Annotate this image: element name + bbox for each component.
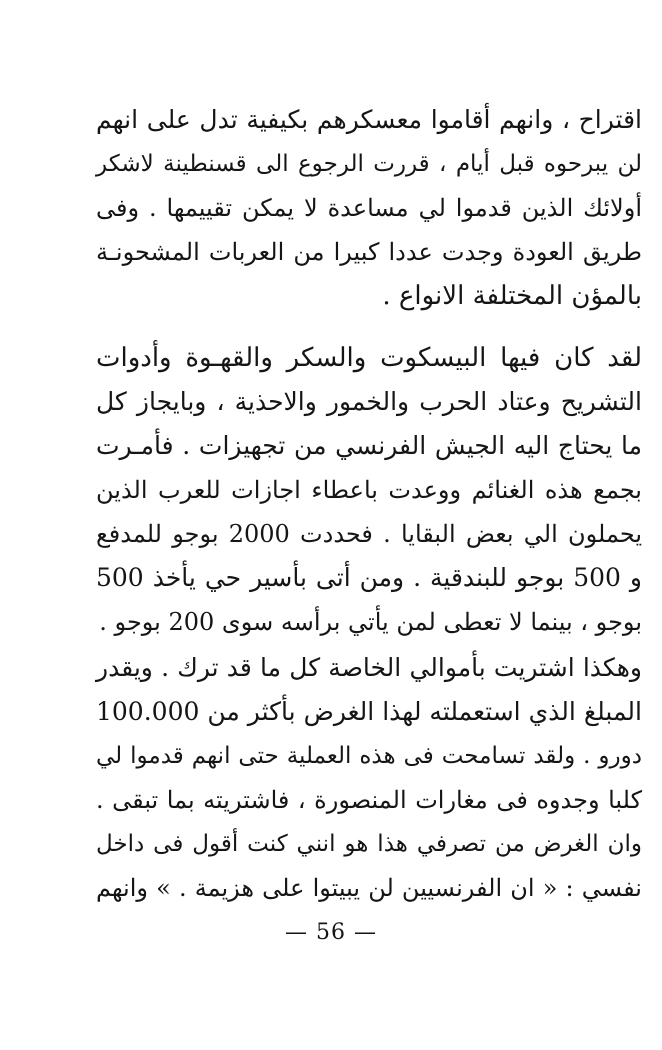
paragraph-2: [96, 336, 642, 644]
text-line: بجمع هذه الغنائم ووعدت باعطاء اجازات للعرب الذين: [96, 476, 642, 504]
text-line: دورو . ولقد تسامحت فى هذه العملية حتى انهم قدموا لي: [96, 743, 642, 769]
text-line: التشريح وعتاد الحرب والخمور والاحذية ، وبايجاز كل: [96, 387, 642, 416]
text-line: اقتراح ، وانهم أقاموا معسكرهم بكيفية تدل على انهم: [96, 105, 642, 134]
text-line: يحملون الي بعض البقايا . فحددت 2000 بوجو للمدفع: [96, 520, 642, 548]
text-line: ما يحتاج اليه الجيش الفرنسي من تجهيزات . فأمـرت: [96, 431, 642, 460]
text-line: طريق العودة وجدت عددا كبيرا من العربات المشحونـة: [96, 238, 642, 266]
page-number: — 56 —: [285, 920, 377, 945]
text-line: لقد كان فيها البيسكوت والسكر والقهـوة وأدوات: [96, 343, 642, 373]
paragraph-3: [96, 646, 642, 910]
text-line: وان الغرض من تصرفي هذا هو انني كنت أقول فى داخل: [96, 831, 642, 857]
text-line: لن يبرحوه قبل أيام ، قررت الرجوع الى قسنطينة لاشكر: [96, 151, 642, 177]
text-line: و 500 بوجو للبندقية . ومن أتى بأسير حي يأخذ 500: [96, 563, 642, 592]
text-line: كلبا وجدوه فى مغارات المنصورة ، فاشتريته بما تبقى .: [96, 786, 642, 814]
text-line: المبلغ الذي استعملته لهذا الغرض بأكثر من 100.000: [96, 697, 642, 726]
text-line: بالمؤن المختلفة الانواع .: [382, 281, 642, 311]
text-line: بوجو ، بينما لا تعطى لمن يأتي برأسه سوى 200 بوجو .: [99, 608, 642, 636]
text-line: وهكذا اشتريت بأموالي الخاصة كل ما قد ترك . ويقدر: [96, 653, 642, 682]
paragraph-1: [96, 98, 642, 318]
text-line: أولائك الذين قدموا لي مساعدة لا يمكن تقييمها . وفى: [96, 194, 642, 222]
text-line: نفسي : « ان الفرنسيين لن يبيتوا على هزيمة . » وانهم: [96, 874, 642, 902]
